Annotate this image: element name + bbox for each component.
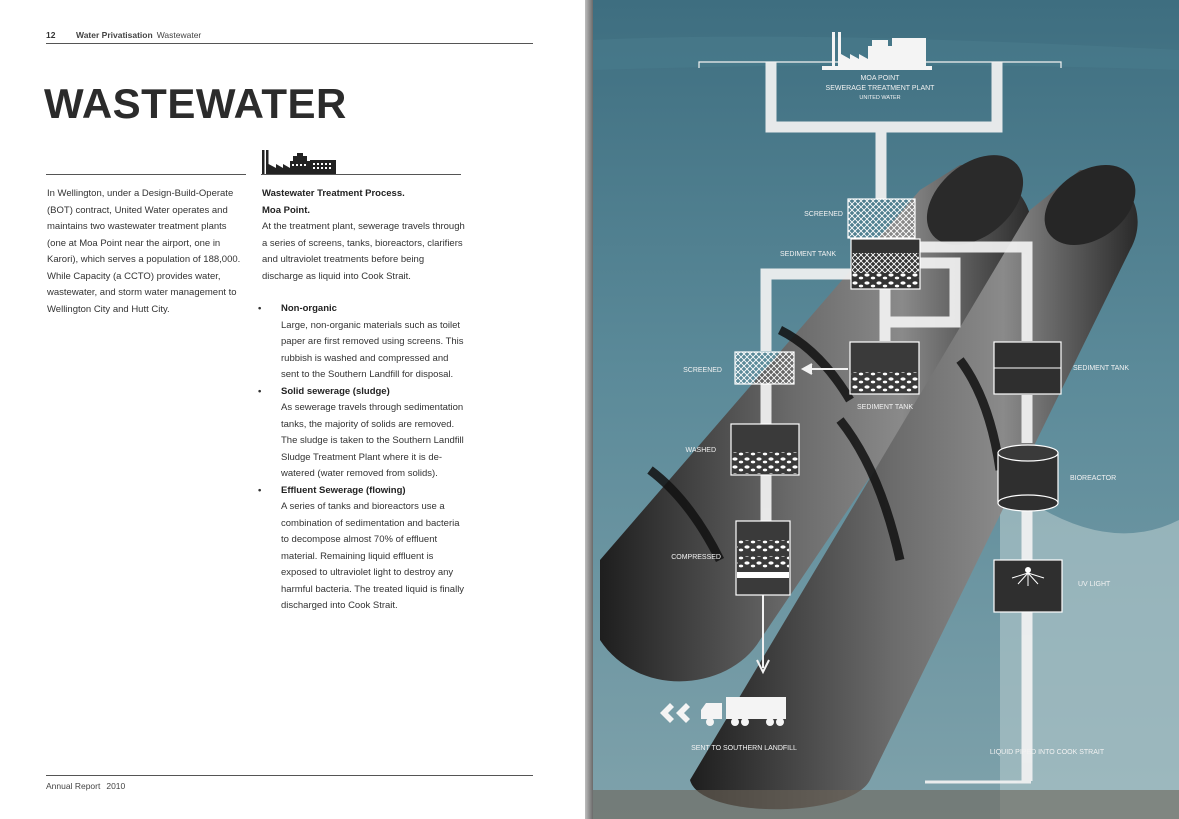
label-bioreactor: BIOREACTOR <box>1070 475 1117 482</box>
screen-icon <box>735 352 794 384</box>
footer-report: Annual Report <box>46 781 101 791</box>
page-title: WASTEWATER <box>44 80 347 127</box>
process-diagram <box>593 0 1179 819</box>
bullet-item <box>258 384 467 483</box>
header-subsection: Wastewater <box>156 30 202 40</box>
left-page <box>0 0 585 819</box>
header-section: Water Privatisation <box>76 30 153 40</box>
right-page-photo <box>593 0 1179 819</box>
label-sediment-tank-top: SEDIMENT TANK <box>779 251 836 258</box>
page-footer <box>46 781 131 791</box>
bullet-item <box>258 301 467 384</box>
intro-paragraph: While Capacity (a CCTO) provides water, wastewater, and storm water management to Wellington City and Hutt City. <box>47 270 237 315</box>
footer-year: 2010 <box>106 781 126 791</box>
bioreactor-icon <box>998 445 1058 511</box>
label-screened-left: SCREENED <box>683 367 722 374</box>
bullet-item <box>258 483 467 615</box>
column-rule-left <box>46 174 246 175</box>
header-rule <box>46 43 533 44</box>
bullet-title: Non-organic <box>281 303 337 314</box>
uv-light-icon <box>994 560 1062 612</box>
bullet-dot: • <box>258 385 262 397</box>
plant-label-2: SEWERAGE TREATMENT PLANT <box>825 85 935 92</box>
bullet-text: A series of tanks and bioreactors use a combination of sedimentation and bacteria to decompose almost 70% of effluent material. Remaining liquid effluent is exposed to ultraviolet light to destroy any harmful bacteria. The treated liquid is finally discharged into Cook Strait. <box>281 501 465 611</box>
label-sediment-tank-right: SEDIMENT TANK <box>1073 365 1130 372</box>
label-uv-light: UV LIGHT <box>1078 581 1111 588</box>
process-column <box>258 186 467 615</box>
footer-rule <box>46 775 533 776</box>
page-gutter <box>585 0 593 819</box>
running-header <box>46 30 533 40</box>
page-number: 12 <box>46 30 56 40</box>
screen-icon <box>848 199 915 238</box>
bullet-title: Effluent Sewerage (flowing) <box>281 484 406 496</box>
bullet-dot: • <box>258 484 262 496</box>
label-compressed: COMPRESSED <box>671 554 721 561</box>
label-landfill: SENT TO SOUTHERN LANDFILL <box>691 745 797 752</box>
plant-label-3: UNITED WATER <box>859 95 901 101</box>
plant-label-1: MOA POINT <box>860 75 900 82</box>
bullet-text: Large, non-organic materials such as toilet paper are first removed using screens. This rubbish is washed and compressed and sent to the Southern Landfill for disposal. <box>281 319 464 380</box>
bullet-text: As sewerage travels through sedimentation tanks, the majority of solids are removed. The sludge is taken to the Southern Landfill Sludge Treatment Plant where it is de-watered (water removed from solids). <box>281 402 464 479</box>
bullet-title: Solid sewerage (sludge) <box>281 385 390 397</box>
label-screened-top: SCREENED <box>804 211 843 218</box>
process-subheading: Moa Point. <box>262 204 311 216</box>
label-washed: WASHED <box>685 447 716 454</box>
process-heading: Wastewater Treatment Process. <box>262 188 405 199</box>
intro-paragraph: In Wellington, under a Design-Build-Operate (BOT) contract, United Water operates and maintains two wastewater treatment plants (one at Moa Point near the airport, one in Karori), which serves a population of 188,000. <box>47 188 241 265</box>
column-rule-right <box>261 174 461 175</box>
intro-text <box>47 186 247 318</box>
bullet-dot: • <box>258 303 262 314</box>
process-text: At the treatment plant, sewerage travels through a series of screens, tanks, bioreactors, clarifiers and ultraviolet treatments before being discharge as liquid into Cook Strait. <box>262 221 465 282</box>
label-sediment-tank-mid: SEDIMENT TANK <box>856 404 914 411</box>
factory-icon <box>262 150 336 174</box>
label-cook-strait: LIQUID PIPED INTO COOK STRAIT <box>989 749 1105 756</box>
